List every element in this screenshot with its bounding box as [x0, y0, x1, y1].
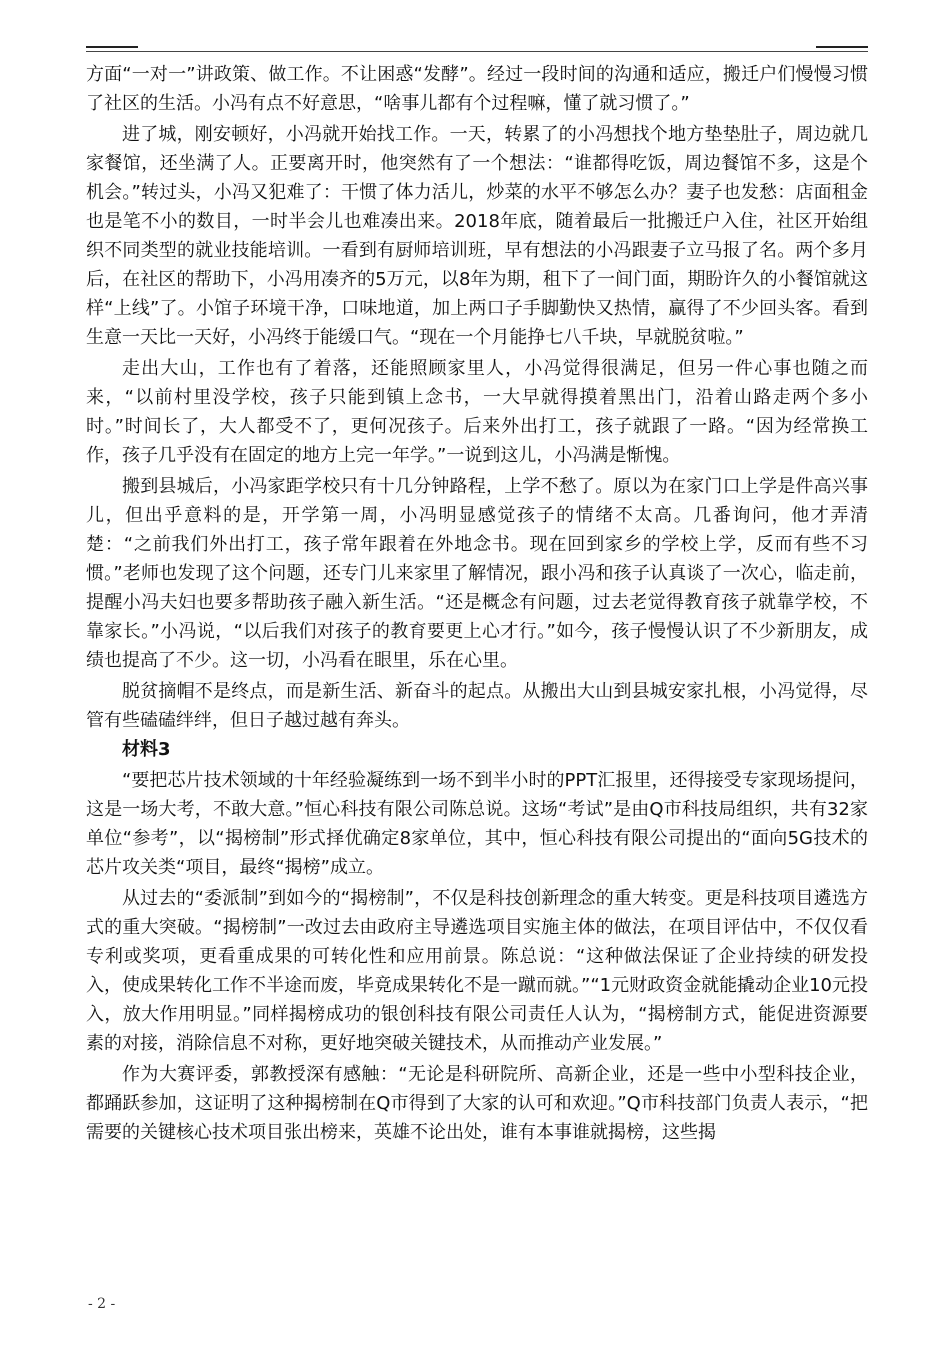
paragraph: 脱贫摘帽不是终点，而是新生活、新奋斗的起点。从搬出大山到县城安家扎根，小冯觉得，尽管有些磕磕绊绊，但日子越过越有奔头。 — [86, 681, 868, 731]
page-number: - 2 - — [88, 1296, 116, 1312]
paragraph: “要把芯片技术领域的十年经验凝练到一场不到半小时的PPT汇报里，还得接受专家现场提问，这是一场大考，不敢大意。”恒心科技有限公司陈总说。这场“考试”是由Q市科技局组织，共有32家单位“参考”，以“揭榜制”形式择优确定8家单位，其中，恒心科技有限公司提出的“面向5G技术的芯片攻关类“项目，最终“揭榜”成立。 — [86, 770, 868, 878]
header-divider — [86, 51, 868, 52]
header-rule-left — [86, 46, 138, 48]
section-heading: 材料3 — [122, 739, 171, 760]
document-body — [86, 60, 868, 1147]
paragraph: 走出大山，工作也有了着落，还能照顾家里人，小冯觉得很满足，但另一件心事也随之而来，“以前村里没学校，孩子只能到镇上念书，一大早就得摸着黑出门，沿着山路走两个多小时。”时间长了，大人都受不了，更何况孩子。后来外出打工，孩子就跟了一路。“因为经常换工作，孩子几乎没有在固定的地方上完一年学。”一说到这儿，小冯满是惭愧。 — [86, 358, 868, 466]
paragraph: 作为大赛评委，郭教授深有感触：“无论是科研院所、高新企业，还是一些中小型科技企业，都踊跃参加，这证明了这种揭榜制在Q市得到了大家的认可和欢迎。”Q市科技部门负责人表示，“把需要的关键核心技术项目张出榜来，英雄不论出处，谁有本事谁就揭榜，这些揭 — [86, 1064, 868, 1143]
paragraph: 搬到县城后，小冯家距学校只有十几分钟路程，上学不愁了。原以为在家门口上学是件高兴事儿，但出乎意料的是，开学第一周，小冯明显感觉孩子的情绪不太高。几番询问，他才弄清楚：“之前我们外出打工，孩子常年跟着在外地念书。现在回到家乡的学校上学，反而有些不习惯。”老师也发现了这个问题，还专门儿来家里了解情况，跟小冯和孩子认真谈了一次心，临走前，提醒小冯夫妇也要多帮助孩子融入新生活。“还是概念有问题，过去老觉得教育孩子就靠学校，不靠家长。”小冯说，“以后我们对孩子的教育要更上心才行。”如今，孩子慢慢认识了不少新朋友，成绩也提高了不少。这一切，小冯看在眼里，乐在心里。 — [86, 476, 868, 671]
paragraph: 从过去的“委派制”到如今的“揭榜制”，不仅是科技创新理念的重大转变。更是科技项目遴选方式的重大突破。“揭榜制”一改过去由政府主导遴选项目实施主体的做法，在项目评估中，不仅仅看专利或奖项，更看重成果的可转化性和应用前景。陈总说：“这种做法保证了企业持续的研发投入，使成果转化工作不半途而废，毕竟成果转化不是一蹴而就。”“1元财政资金就能撬动企业10元投入，放大作用明显。”同样揭榜成功的银创科技有限公司责任人认为，“揭榜制方式，能促进资源要素的对接，消除信息不对称，更好地突破关键技术，从而推动产业发展。” — [86, 888, 869, 1054]
header-rule-right — [816, 46, 868, 48]
paragraph: 进了城，刚安顿好，小冯就开始找工作。一天，转累了的小冯想找个地方垫垫肚子，周边就几家餐馆，还坐满了人。正要离开时，他突然有了一个想法：“谁都得吃饭，周边餐馆不多，这是个机会。”转过头，小冯又犯难了：干惯了体力活儿，炒菜的水平不够怎么办？妻子也发愁：店面租金也是笔不小的数目，一时半会儿也难凑出来。2018年底，随着最后一批搬迁户入住，社区开始组织不同类型的就业技能培训。一看到有厨师培训班，早有想法的小冯跟妻子立马报了名。两个多月后，在社区的帮助下，小冯用凑齐的5万元，以8年为期，租下了一间门面，期盼许久的小餐馆就这样“上线”了。小馆子环境干净，口味地道，加上两口子手脚勤快又热情，赢得了不少回头客。看到生意一天比一天好，小冯终于能缓口气。“现在一个月能挣七八千块，早就脱贫啦。” — [86, 124, 868, 348]
paragraph: 方面“一对一”讲政策、做工作。不让困惑“发酵”。经过一段时间的沟通和适应，搬迁户们慢慢习惯了社区的生活。小冯有点不好意思，“啥事儿都有个过程嘛，懂了就习惯了。” — [86, 64, 868, 114]
